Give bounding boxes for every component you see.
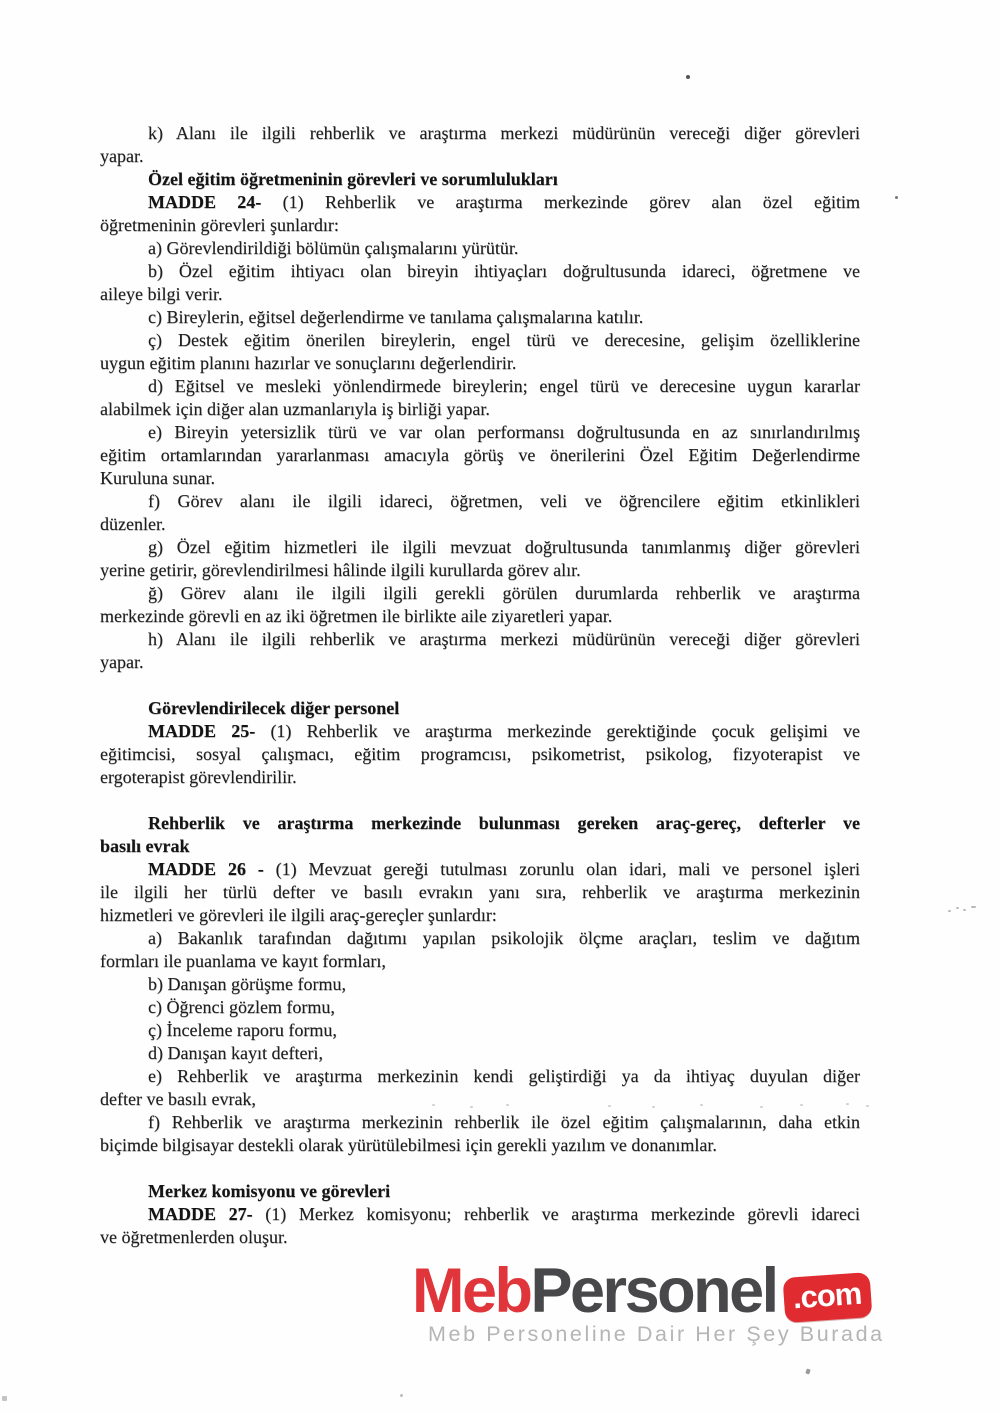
scan-speck: [866, 1105, 869, 1107]
text-line: c) Bireylerin, eğitsel değerlendirme ve tanılama çalışmalarına katılır.: [148, 307, 644, 327]
text-line: f) Rehberlik ve araştırma merkezinin rehberlik ile özel eğitim çalışmalarının, daha etkin: [148, 1112, 860, 1132]
text-line: eğitim ortamlarından yararlanması amacıyla görüş ve önerilerini Özel Eğitim Değerlendirme: [100, 445, 860, 465]
scan-speck: [686, 75, 690, 79]
text-line: g) Özel eğitim hizmetleri ile ilgili mevzuat doğrultusunda tanımlanmış diğer görevleri: [148, 537, 860, 557]
scan-speck: [506, 1104, 509, 1106]
paragraph: [100, 329, 860, 375]
madde-label: MADDE 26 -: [148, 859, 264, 879]
text-line: eğitimcisi, sosyal çalışmacı, eğitim programcısı, psikometrist, psikolog, fizyoterapist ve: [100, 744, 860, 764]
text-line: yerine getirir, görevlendirilmesi hâlinde ilgili kurullarda görev alır.: [100, 560, 581, 580]
madde-label: MADDE 27-: [148, 1204, 253, 1224]
text-line: yapar.: [100, 652, 144, 672]
scan-speck: [2, 1396, 7, 1401]
text-line: k) Alanı ile ilgili rehberlik ve araştırma merkezi müdürünün vereceği diğer görevleri: [148, 123, 860, 143]
text-line: ve öğretmenlerden oluşur.: [100, 1227, 288, 1247]
text-line: MADDE 26 - (1) Mevzuat gereği tutulması zorunlu olan idari, mali ve personel işleri: [148, 859, 860, 879]
text-line: c) Öğrenci gözlem formu,: [148, 997, 335, 1017]
scan-speck: [432, 1104, 435, 1106]
text-line: a) Bakanlık tarafından dağıtımı yapılan psikolojik ölçme araçları, teslim ve dağıtım: [148, 928, 860, 948]
text-line: h) Alanı ile ilgili rehberlik ve araştırma merkezi müdürünün vereceği diğer görevleri: [148, 629, 860, 649]
scan-speck: [895, 196, 898, 199]
paragraph: [100, 1111, 860, 1157]
mebpersonel-logo: [412, 1256, 932, 1326]
scan-speck: [608, 1105, 611, 1107]
paragraph: [100, 260, 860, 306]
text-line: alabilmek için diğer alan uzmanlarıyla iş birliği yapar.: [100, 399, 490, 419]
paragraph: [100, 237, 860, 260]
scan-speck: [400, 1394, 403, 1397]
text-line: MADDE 27- (1) Merkez komisyonu; rehberlik ve araştırma merkezinde görevli idareci: [148, 1204, 860, 1224]
paragraph: [100, 720, 860, 789]
paragraph: [100, 996, 860, 1019]
text-line: b) Danışan görüşme formu,: [148, 974, 346, 994]
logo-personel-text: Personel: [530, 1256, 777, 1326]
text-line: d) Eğitsel ve mesleki yönlendirmede bireylerin; engel türü ve derecesine uygun kararlar: [148, 376, 860, 396]
logo-com-badge: .com: [782, 1272, 872, 1323]
scan-speck: [963, 909, 966, 911]
text-line: Özel eğitim öğretmeninin görevleri ve sorumlulukları: [148, 169, 558, 189]
scan-speck: [956, 907, 959, 909]
text-line: Görevlendirilecek diğer personel: [148, 698, 400, 718]
text-line: hizmetleri ve görevleri ile ilgili araç-gereçler şunlardır:: [100, 905, 497, 925]
text-line: basılı evrak: [100, 836, 190, 856]
mebpersonel-watermark: [412, 1256, 932, 1347]
text-line: ile ilgili her türlü defter ve basılı evrakın yanı sıra, rehberlik ve araştırma merkezinin: [100, 882, 860, 902]
paragraph: [100, 628, 860, 674]
scan-speck: [846, 1103, 849, 1105]
text-line: e) Bireyin yetersizlik türü ve var olan performansı doğrultusunda en az sınırlandırılmış: [148, 422, 860, 442]
scan-speck: [652, 1106, 655, 1108]
section-heading: [100, 697, 860, 720]
section-heading: [100, 168, 860, 191]
scan-speck: [470, 1106, 473, 1108]
paragraph: [100, 973, 860, 996]
text-line: MADDE 25- (1) Rehberlik ve araştırma merkezinde gerektiğinde çocuk gelişimi ve: [148, 721, 860, 741]
paragraph: [100, 490, 860, 536]
section-heading: [100, 812, 860, 858]
text-line: d) Danışan kayıt defteri,: [148, 1043, 323, 1063]
text-line: uygun eğitim planını hazırlar ve sonuçlarını değerlendirir.: [100, 353, 517, 373]
paragraph: [100, 1019, 860, 1042]
text-line: ğ) Görev alanı ile ilgili ilgili gerekli görülen durumlarda rehberlik ve araştırma: [148, 583, 860, 603]
scan-speck: [805, 1368, 810, 1374]
text-line: merkezinde görevli en az iki öğretmen ile birlikte aile ziyaretleri yapar.: [100, 606, 613, 626]
logo-tagline: Meb Personeline Dair Her Şey Burada: [428, 1322, 885, 1346]
madde-label: MADDE 24-: [148, 192, 262, 212]
logo-meb-text: Meb: [412, 1256, 531, 1326]
text-line: Kuruluna sunar.: [100, 468, 215, 488]
text-line: aileye bilgi verir.: [100, 284, 223, 304]
text-line: yapar.: [100, 146, 144, 166]
paragraph: [100, 858, 860, 927]
text-line: f) Görev alanı ile ilgili idareci, öğretmen, veli ve öğrencilere eğitim etkinlikleri: [148, 491, 860, 511]
paragraph: [100, 375, 860, 421]
paragraph: [100, 191, 860, 237]
text-line: Rehberlik ve araştırma merkezinde bulunması gereken araç-gereç, defterler ve: [148, 813, 860, 833]
text-line: Merkez komisyonu ve görevleri: [148, 1181, 391, 1201]
scan-speck: [700, 1104, 703, 1106]
text-line: ergoterapist görevlendirilir.: [100, 767, 297, 787]
text-line: e) Rehberlik ve araştırma merkezinin kendi geliştirdiği ya da ihtiyaç duyulan diğer: [148, 1066, 860, 1086]
paragraph: [100, 536, 860, 582]
paragraph: [100, 1203, 860, 1249]
scan-speck: [948, 910, 951, 912]
paragraph: [100, 1065, 860, 1111]
text-line: biçimde bilgisayar destekli olarak yürütülebilmesi için gerekli yazılım ve donanımlar.: [100, 1135, 717, 1155]
text-line: düzenler.: [100, 514, 166, 534]
paragraph: [100, 421, 860, 490]
text-line: formları ile puanlama ve kayıt formları,: [100, 951, 386, 971]
madde-label: MADDE 25-: [148, 721, 256, 741]
scan-speck: [800, 1104, 803, 1106]
text-line: öğretmeninin görevleri şunlardır:: [100, 215, 339, 235]
scan-speck: [760, 1106, 763, 1108]
text-line: b) Özel eğitim ihtiyacı olan bireyin ihtiyaçları doğrultusunda idareci, öğretmene ve: [148, 261, 860, 281]
text-line: MADDE 24- (1) Rehberlik ve araştırma merkezinde görev alan özel eğitim: [148, 192, 860, 212]
paragraph: [100, 927, 860, 973]
text-line: a) Görevlendirildiği bölümün çalışmalarını yürütür.: [148, 238, 519, 258]
text-line: ç) Destek eğitim önerilen bireylerin, engel türü ve derecesine, gelişim özelliklerine: [148, 330, 860, 350]
paragraph: [100, 122, 860, 168]
paragraph: [100, 582, 860, 628]
text-line: ç) İnceleme raporu formu,: [148, 1020, 337, 1040]
paragraph: [100, 1042, 860, 1065]
text-line: defter ve basılı evrak,: [100, 1089, 256, 1109]
section-heading: [100, 1180, 860, 1203]
document-text: [100, 122, 860, 1249]
scan-speck: [971, 906, 976, 908]
paragraph: [100, 306, 860, 329]
